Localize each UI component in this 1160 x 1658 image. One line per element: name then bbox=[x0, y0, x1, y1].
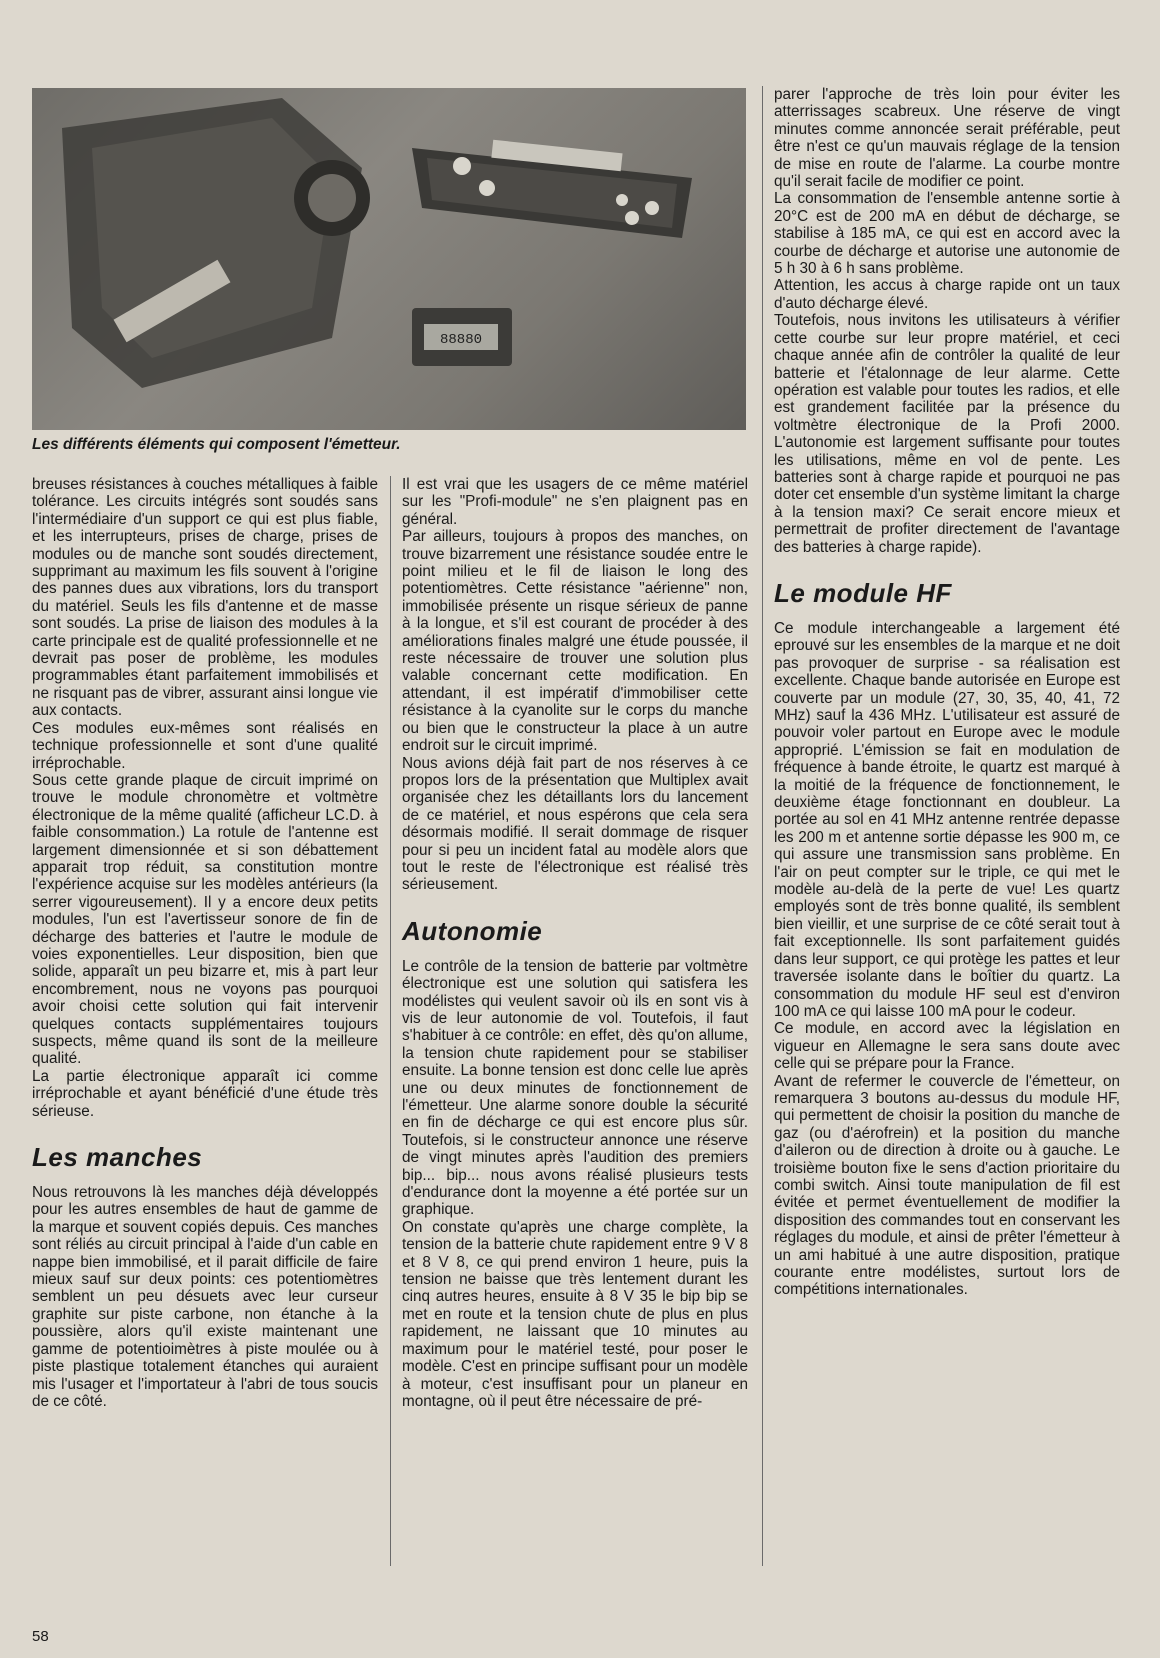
paragraph: On constate qu'après une charge complète, la tension de la batterie chute rapidement entre 9 V 8 et 8 V 8, ce qui prend environ 1 heure, puis la tension ne baisse que très lentement durant les cinq autres heures, ensuite à 8 V 35 le bip bip se met en route et la tension chute de plus en plus rapidement, ne laissant que 10 minutes au maximum pour le matériel testé, pour poser le modèle. C'est en principe suffisant pour un modèle à moteur, c'est insuffisant pour un planeur en montagne, où il peut être nécessaire de pré- bbox=[402, 1218, 748, 1410]
paragraph: Nous retrouvons là les manches déjà développés pour les autres ensembles de haut de gamme de la marque et souvent copiés depuis. Ces manches sont réliés au circuit principal à l'aide d'un cable en nappe bien immobilisé, et il parait difficile de faire mieux sauf sur deux points: ces potentiomètres semblent un peu désuets avec leur curseur graphite sur piste carbone, non étanche à la poussière, alors qu'il existe maintenant une gamme de potentioimètres à piste moulée ou à piste plastique totalement étanches qui auraient mis l'usager et l'importateur à l'abri de tous soucis de ce côté. bbox=[32, 1184, 378, 1410]
paragraph: Sous cette grande plaque de circuit imprimé on trouve le module chronomètre et voltmètre électronique de la même qualité (afficheur LC.D. à faible consommation.) La rotule de l'antenne est largement dimensionnée et si son débattement apparait trop réduit, sa constitution montre l'expérience acquise sur les modèles antérieurs (la serrer vigoureusement). Il y a encore deux petits modules, l'un est l'avertisseur sonore de fin de décharge des batteries et l'autre le module de voies exponentielles. Leur disposition, bien que solide, apparaît un peu bizarre et, mis à part leur encombrement, nous ne voyons pas pourquoi avoir choisi cette solution qui fait intervenir quelques contacts supplémentaires toujours suspects, même quand ils sont de la meilleure qualité. bbox=[32, 771, 378, 1068]
lcd-display-text: 88880 bbox=[439, 332, 483, 348]
paragraph: Ce module interchangeable a largement été eprouvé sur les ensembles de la marque et ne doit pas provoquer de surprise - sa réalisation est excellente. Chaque bande autorisée en Europe est couverte par un module (27, 30, 35, 40, 41, 72 MHz) sauf la 436 MHz. L'utilisateur est assuré de pouvoir voler partout en Europe avec le module approprié. L'émission se fait en modulation de fréquence à bande étroite, le quartz est marqué à la moitié de la fréquence de fonctionnement, le deuxième étage fonctionnant en doubleur. La portée au sol en 41 MHz antenne rentrée depasse les 200 m et antenne sortie dépasse les 900 m, ce qui assure une transmission sans problème. En l'air on peut compter sur le triple, ce qui met le modèle au-delà de la perte de vue! Les quartz employés sont de très bonne qualité, ils semblent bien vieillir, et une surprise de ce côté serait tout à fait exceptionnelle. Ils sont parfaitement guidés dans leur support, ce qui protège les pattes et leur traversée isolante dans le boîtier du quartz. La consommation du module HF seul est d'environ 100 mA ce qui laisse 100 mA pour le codeur. bbox=[774, 619, 1120, 1020]
paragraph: La partie électronique apparaît ici comme irréprochable et ayant bénéficié d'une étude très sérieuse. bbox=[32, 1067, 378, 1120]
column-3 bbox=[774, 86, 1120, 1299]
paragraph: Ces modules eux-mêmes sont réalisés en technique professionnelle et sont d'une qualité irréprochable. bbox=[32, 719, 378, 772]
circuit-boards-illustration bbox=[32, 88, 746, 430]
column-2 bbox=[402, 476, 748, 1410]
paragraph: breuses résistances à couches métalliques à faible tolérance. Les circuits intégrés sont soudés sans l'intermédiaire d'un support ce qui est plus fiable, et les interrupteurs, prises de charge, prises de modules ou de manche sont soudés directement, supprimant au maximum les fils souvent à l'origine des pannes dues aux vibrations, lors du transport du matériel. Seuls les fils d'antenne et de masse sont soudés. La prise de liaison des modules à la carte principale est de qualité professionnelle et ne devrait pas poser de problème, les modules programmables étant parfaitement immobilisés et ne risquant pas de vibrer, assurant ainsi longue vie aux contacts. bbox=[32, 476, 378, 720]
section-heading-autonomie: Autonomie bbox=[402, 915, 543, 946]
paragraph: Par ailleurs, toujours à propos des manches, on trouve bizarrement une résistance soudée entre le point milieu et le fil de liaison le long des potentiomètres. Cette résistance "aérienne" non, immobilisée présente un risque sérieux de panne à la longue, et s'il est courant de procéder à des améliorations finales malgré une étude poussée, il reste nécessaire de trouver une solution plus valable concernant cette modification. En attendant, il est impératif d'immobiliser cette résistance à la cyanolite sur le corps du manche ou bien que le constructeur la place à un autre endroit sur le circuit imprimé. bbox=[402, 528, 748, 755]
paragraph: Ce module, en accord avec la législation en vigueur en Allemagne le sera sans doute avec celle qui se prépare pour la France. bbox=[774, 1020, 1120, 1073]
column-1 bbox=[32, 476, 378, 1410]
paragraph: Toutefois, nous invitons les utilisateurs à vérifier cette courbe sur leur propre matériel, et ceci chaque année afin de contrôler la qualité de leur batterie et l'étalonnage de leur alarme. Cette opération est valable pour toutes les radios, et elle est grandement facilitée par la présence du voltmètre électronique de la Profi 2000. L'autonomie est largement suffisante pour toutes les utilisations, même en vol de pente. Les batteries sont à charge rapide et pourquoi ne pas doter cet ensemble d'un système limitant la charge à la tension maxi? Ce serait encore mieux et permettrait de profiter directement de l'avantage des batteries à charge rapide). bbox=[774, 312, 1120, 556]
transmitter-photo bbox=[32, 88, 746, 430]
section-heading-module-hf: Le module HF bbox=[774, 577, 952, 608]
photo-caption: Les différents éléments qui composent l'émetteur. bbox=[32, 436, 401, 453]
paragraph: Nous avions déjà fait part de nos réserves à ce propos lors de la présentation que Multiplex avait organisée chez les détaillants lors du lancement de ce matériel, et nous espérons que cela sera désormais modifié. Il serait dommage de risquer pour si peu un incident fatal au modèle alors que tout le reste de l'électronique est réalisé très sérieusement. bbox=[402, 754, 748, 894]
paragraph: Avant de refermer le couvercle de l'émetteur, on remarquera 3 boutons au-dessus du module HF, qui permettent de choisir la position du manche de gaz (ou d'aérofrein) et la position du manche d'aileron ou de direction à droite ou à gauche. Le troisième bouton fixe le sens d'action prioritaire du combi switch. Ainsi toute manipulation de fil est évitée et permet éventuellement de modifier la disposition des commandes tout en conservant les réglages du module, et ainsi de prêter l'émetteur à un ami habitué à une autre disposition, pratique courante entre modélistes, surtout lors de compétitions internationales. bbox=[774, 1072, 1120, 1299]
paragraph: Il est vrai que les usagers de ce même matériel sur les "Profi-module" ne s'en plaignent pas en général. bbox=[402, 476, 748, 528]
paragraph: Attention, les accus à charge rapide ont un taux d'auto décharge élevé. bbox=[774, 277, 1120, 312]
column-divider bbox=[762, 86, 763, 1566]
column-divider bbox=[390, 476, 391, 1566]
paragraph: parer l'approche de très loin pour éviter les atterrissages scabreux. Une réserve de vingt minutes comme annoncée serait préférable, peut être n'est ce qu'un mauvais réglage de la tension de mise en route de l'alarme. La courbe montre qu'il serait facile de modifier ce point. bbox=[774, 86, 1120, 191]
paragraph: La consommation de l'ensemble antenne sortie à 20°C est de 200 mA en début de décharge, se stabilise à 185 mA, ce qui est en accord avec la courbe de décharge et autorise une autonomie de 5 h 30 à 6 h sans problème. bbox=[774, 190, 1120, 278]
section-heading-manches: Les manches bbox=[32, 1142, 203, 1173]
paragraph: Le contrôle de la tension de batterie par voltmètre électronique est une solution qui satisfera les modélistes qui veulent savoir où ils en sont vis à vis de leur autonomie de vol. Toutefois, il faut s'habituer à ce contrôle: en effet, dès qu'on allume, la tension chute rapidement pour se stabiliser ensuite. La bonne tension est donc celle lue après une ou deux minutes de fonctionnement de l'émetteur. Une alarme sonore double la sécurité en fin de décharge ce qui est encore plus sûr. Toutefois, si le constructeur annonce une réserve de vingt minutes après l'audition des premiers bip... bip... nous avons réalisé plusieurs tests d'endurance dont la moyenne a été portée sur un graphique. bbox=[402, 957, 748, 1219]
page-number: 58 bbox=[32, 1628, 49, 1645]
